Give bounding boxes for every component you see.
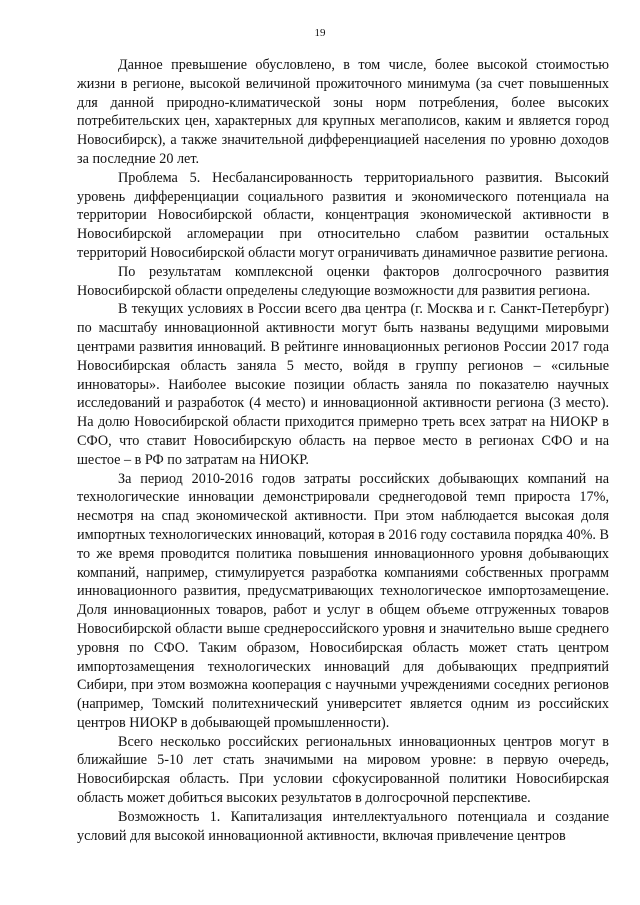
paragraph-problem-5: Проблема 5. Несбалансированность территориального развития. Высокий уровень дифференциации социального развития и экономического потенциала на территории Новосибирской области, концентрация экономической активности в Новосибирской агломерации при относительно слабом развитии остальных территорий Новосибирской области могут ограничивать динамичное развитие региона. (77, 169, 609, 261)
page-number: 19 (314, 27, 326, 39)
paragraph-mining-innovations: За период 2010-2016 годов затраты российских добывающих компаний на технологические инновации демонстрировали среднегодовой темп прироста 17%, несмотря на спад экономической активности. При этом наблюдается высокая доля импортных технологических инноваций, которая в 2016 году составила порядка 40%. В то же время проводится политика повышения инновационного уровня добывающих компаний, например, стимулируется разработка компаниями собственных программ инновационного развития, предусматривающих технологическое импортозамещение. Доля инновационных товаров, работ и услуг в общем объеме отгруженных товаров Новосибирской области выше среднероссийского уровня и значительно выше среднего уровня по СФО. Таким образом, Новосибирская область может стать центром импортозамещения технологических инноваций для добывающих предприятий Сибири, при этом возможна кооперация с научными учреждениями соседних регионов (например, Томский политехнический университет является одним из российских центров НИОКР в добывающей промышленности). (77, 470, 609, 731)
paragraph-innovation-rating: В текущих условиях в России всего два центра (г. Москва и г. Санкт-Петербург) по масштабу инновационной активности могут быть названы ведущими мировыми центрами развития инноваций. В рейтинге инновационных регионов России 2017 года Новосибирская область заняла 5 место, войдя в группу регионов – «сильные инноваторы». Наиболее высокие позиции область заняла по показателю научных исследований и разработок (4 место) и инновационной активности региона (3 место). На долю Новосибирской области приходится примерно треть всех затрат на НИОКР в СФО, что ставит Новосибирскую область на первое место в регионах СФО и на шестое – в РФ по затратам на НИОКР. (77, 301, 609, 468)
paragraph-regional-centers: Всего несколько российских региональных инновационных центров могут в ближайшие 5-10 лет стать значимыми на мировом уровне: в первую очередь, Новосибирская область. При условии сфокусированной политики Новосибирская область может добиться высоких результатов в долгосрочной перспективе. (77, 733, 609, 807)
paragraph-opportunity-1: Возможность 1. Капитализация интеллектуального потенциала и создание условий для высокой инновационной активности, включая привлечение центров (77, 808, 609, 844)
paragraph-opportunities-intro: По результатам комплексной оценки факторов долгосрочного развития Новосибирской области определены следующие возможности для развития региона. (77, 263, 609, 299)
paragraph-income-differentiation: Данное превышение обусловлено, в том числе, более высокой стоимостью жизни в регионе, высокой величиной прожиточного минимума (за счет повышенных для данной природно-климатической зоны норм потребления, более высоких потребительских цен, характерных для крупных мегаполисов, каким и является город Новосибирск), а также значительной дифференциацией населения по уровню доходов за последние 20 лет. (77, 57, 609, 167)
body-text (77, 56, 609, 845)
